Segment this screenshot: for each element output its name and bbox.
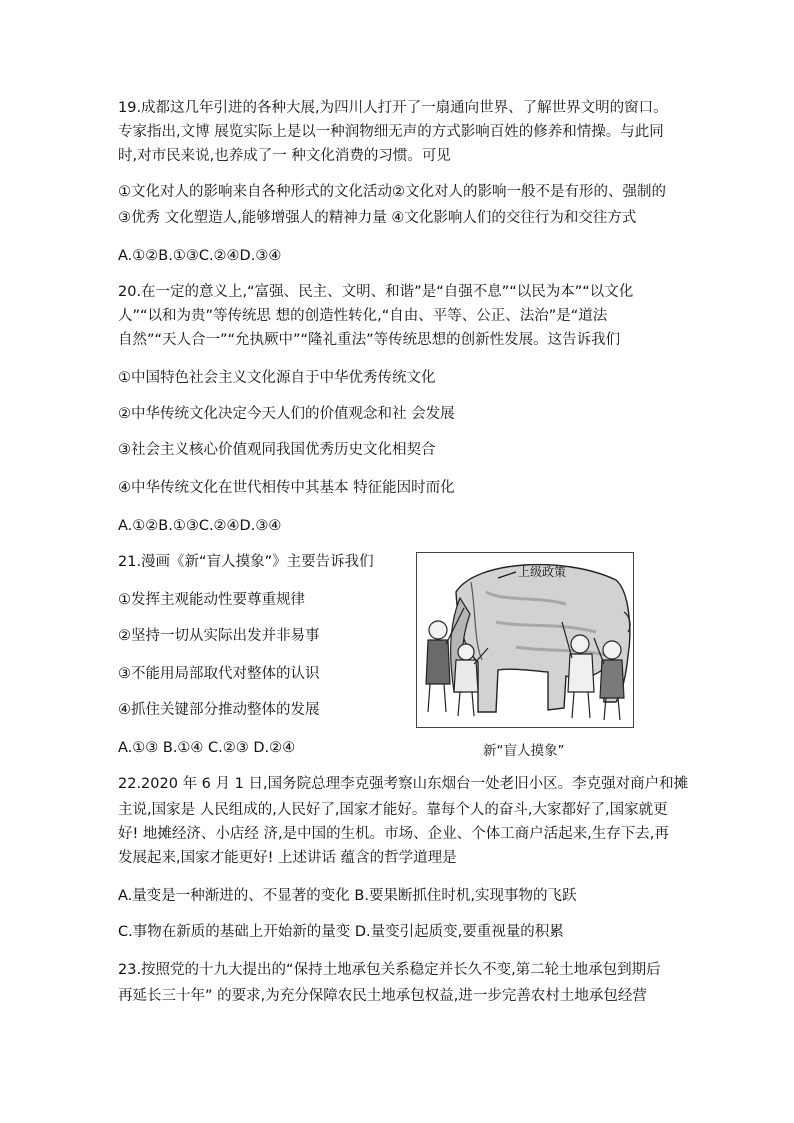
q19-options-line-2: ③优秀 文化塑造人,能够增强人的精神力量 ④文化影响人们的交往行为和交往方式 (118, 210, 637, 226)
q21-stem: 21.漫画《新“盲人摸象”》主要告诉我们 (118, 554, 374, 570)
q19-stem-line-3: 时,对市民来说,也养成了一 种文化消费的习惯。可见 (118, 148, 451, 164)
q22-stem-line-2: 主说,国家是 人民组成的,人民好了,国家才能好。靠每个人的奋斗,大家都好了,国家就更 (118, 802, 668, 818)
blind-men-elephant-cartoon (416, 552, 634, 728)
q19-stem-line-2: 专家指出,文博 展览实际上是以一种润物细无声的方式影响百姓的修养和情操。与此同 (118, 124, 664, 140)
q20-stem-line-3: 自然”“天人合一”“允执厥中”“隆礼重法”等传统思想的创新性发展。这告诉我们 (118, 332, 621, 348)
q22-stem-line-3: 好! 地摊经济、小店经 济,是中国的生机。市场、企业、个体工商户活起来,生存下去,再 (118, 826, 669, 842)
q20-option-3: ③社会主义核心价值观同我国优秀历史文化相契合 (118, 442, 436, 458)
q19-stem-line-1: 19.成都这几年引进的各种大展,为四川人打开了一扇通向世界、了解世界文明的窗口。 (118, 100, 668, 116)
q20-answer-choices: A.①②B.①③C.②④D.③④ (118, 518, 282, 534)
cartoon-caption: 新“盲人摸象” (483, 743, 565, 759)
q23-stem-line-2: 再延长三十年” 的要求,为充分保障农民土地承包权益,进一步完善农村土地承包经营 (118, 988, 647, 1004)
q22-stem-line-1: 22.2020 年 6 月 1 日,国务院总理李克强考察山东烟台一处老旧小区。李克强对商户和摊 (118, 776, 689, 792)
q20-option-4: ④中华传统文化在世代相传中其基本 特征能因时而化 (118, 480, 455, 496)
q20-option-2: ②中华传统文化决定今天人们的价值观念和社 会发展 (118, 406, 455, 422)
q19-answer-choices: A.①②B.①③C.②④D.③④ (118, 248, 282, 264)
q21-option-1: ①发挥主观能动性要尊重规律 (118, 592, 305, 608)
q23-stem-line-1: 23.按照党的十九大提出的“保持土地承包关系稳定并长久不变,第二轮土地承包到期后 (118, 962, 661, 978)
q20-stem-line-2: 人”“以和为贵”等传统思 想的创造性转化,“自由、平等、公正、法治”是“道法 (118, 308, 608, 324)
q22-stem-line-4: 发展起来,国家才能更好! 上述讲话 蕴含的哲学道理是 (118, 850, 457, 866)
q20-stem-line-1: 20.在一定的意义上,“富强、民主、文明、和谐”是“自强不息”“以民为本”“以文化 (118, 284, 634, 300)
q19-options-line-1: ①文化对人的影响来自各种形式的文化活动②文化对人的影响一般不是有形的、强制的 (118, 184, 666, 200)
q21-answer-choices: A.①③ B.①④ C.②③ D.②④ (118, 740, 296, 756)
q21-option-2: ②坚持一切从实际出发并非易事 (118, 628, 320, 644)
q21-option-4: ④抓住关键部分推动整体的发展 (118, 702, 320, 718)
q22-options-line-2: C.事物在新质的基础上开始新的量变 D.量变引起质变,要重视量的积累 (118, 924, 564, 940)
q22-options-line-1: A.量变是一种渐进的、不显著的变化 B.要果断抓住时机,实现事物的飞跃 (118, 888, 577, 904)
q21-option-3: ③不能用局部取代对整体的认识 (118, 666, 320, 682)
cartoon-label: 上级政策 (518, 565, 567, 579)
q20-option-1: ①中国特色社会主义文化源自于中华优秀传统文化 (118, 370, 436, 386)
